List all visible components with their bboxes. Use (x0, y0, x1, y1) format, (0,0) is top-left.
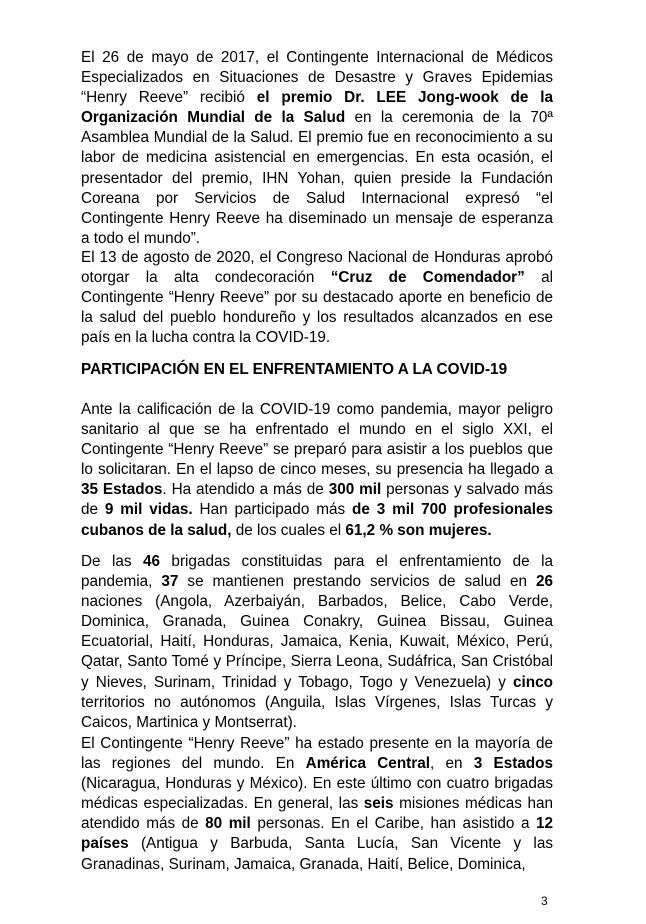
text-run: El Contingente “Henry Reeve” ha estado presente en la mayoría de las regiones del mundo. En (81, 735, 553, 773)
section-heading: PARTICIPACIÓN EN EL ENFRENTAMIENTO A LA COVID-19 (81, 361, 508, 378)
paragraph-pandemia (81, 400, 553, 541)
bold-text-run: de 3 mil 700 profesionales cubanos de la salud, (81, 501, 553, 539)
bold-text-run: 61,2 % son mujeres. (345, 521, 492, 539)
text-run: (Antigua y Barbuda, Santa Lucía, San Vicente y las Granadinas, Surinam, Jamaica, Granada, Haití, Belice, Dominica, (81, 835, 553, 873)
paragraph-regiones (81, 734, 553, 875)
text-run: naciones (Angola, Azerbaiyán, Barbados, Belice, Cabo Verde, Dominica, Granada, Guinea Conakry, Guinea Bissau, Guinea Ecuatorial, Haití, Honduras, Jamaica, Kenia, Kuwait, México, Perú, Qatar, Santo Tomé y Príncipe, Sierra Leona, Sudáfrica, San Cristóbal y Nieves, Surinam, Trinidad y Tobago, Togo y Venezuela) y (81, 593, 553, 691)
bold-text-run: el premio Dr. LEE Jong-wook de la Organización Mundial de la Salud (81, 89, 553, 127)
bold-text-run: 9 mil vidas. (104, 501, 193, 519)
bold-text-run: 12 países (81, 815, 553, 853)
bold-text-run: 300 mil (328, 481, 382, 499)
bold-text-run: 37 (161, 573, 179, 591)
bold-text-run: 3 Estados (473, 755, 553, 773)
paragraph-premio-lee (81, 48, 553, 249)
bold-text-run: 26 (535, 573, 553, 591)
text-run: misiones médicas han atendido más de (81, 795, 553, 833)
bold-text-run: “Cruz de Comendador” (330, 269, 525, 287)
text-run: de los cuales el (231, 521, 346, 539)
text-run: El 13 de agosto de 2020, el Congreso Nacional de Honduras aprobó otorgar la alta condecoración (81, 249, 553, 287)
text-run: brigadas constituidas para el enfrentamiento de la pandemia, (81, 553, 553, 591)
text-run: . Ha atendido a más de (162, 481, 329, 499)
bold-text-run: 46 (142, 553, 160, 570)
bold-text-run: 35 Estados (81, 481, 163, 499)
page-number: 3 (541, 894, 548, 908)
bold-text-run: cinco (513, 673, 553, 691)
text-run: en la ceremonia de la 70ª Asamblea Mundial de la Salud. El premio fue en reconocimiento a su labor de medicina asistencial en emergencias. En esta ocasión, el presentador del premio, IHN Yohan, quien preside la Fundación Coreana por Servicios de Salud Internacional expresó “el Contingente Henry Reeve ha diseminado un mensaje de esperanza a todo el mundo”. (81, 109, 553, 247)
text-run: personas. En el Caribe, han asistido a (250, 815, 536, 833)
text-run: El 26 de mayo de 2017, el Contingente Internacional de Médicos Especializados en Situaciones de Desastre y Graves Epidemias “Henry Reeve” recibió (81, 49, 553, 107)
text-run: se mantienen prestando servicios de salud en (178, 573, 536, 591)
paragraph-honduras (81, 248, 553, 348)
text-run: territorios no autónomos (Anguila, Islas Vírgenes, Islas Turcas y Caicos, Martinica y Montserrat). (81, 693, 553, 731)
text-run: , en (429, 755, 474, 773)
text-run: Han participado más (192, 501, 352, 519)
text-run: (Nicaragua, Honduras y México). En este último con cuatro brigadas médicas especializadas. En general, las (81, 775, 553, 813)
text-run: Ante la calificación de la COVID-19 como pandemia, mayor peligro sanitario al que se ha enfrentado el mundo en el siglo XXI, el Contingente “Henry Reeve” se preparó para asistir a los pueblos que lo solicitaran. En el lapso de cinco meses, su presencia ha llegado a (81, 401, 553, 479)
paragraph-brigadas (81, 552, 553, 733)
text-run: personas y salvado más de (81, 481, 554, 519)
bold-text-run: 80 mil (205, 815, 251, 833)
text-run: De las (81, 553, 143, 570)
bold-text-run: América Central (305, 755, 430, 773)
bold-text-run: seis (363, 795, 394, 813)
text-run: al Contingente “Henry Reeve” por su destacado aporte en beneficio de la salud del pueblo hondureño y los resultados alcanzados en ese país en la lucha contra la COVID-19. (81, 269, 553, 347)
